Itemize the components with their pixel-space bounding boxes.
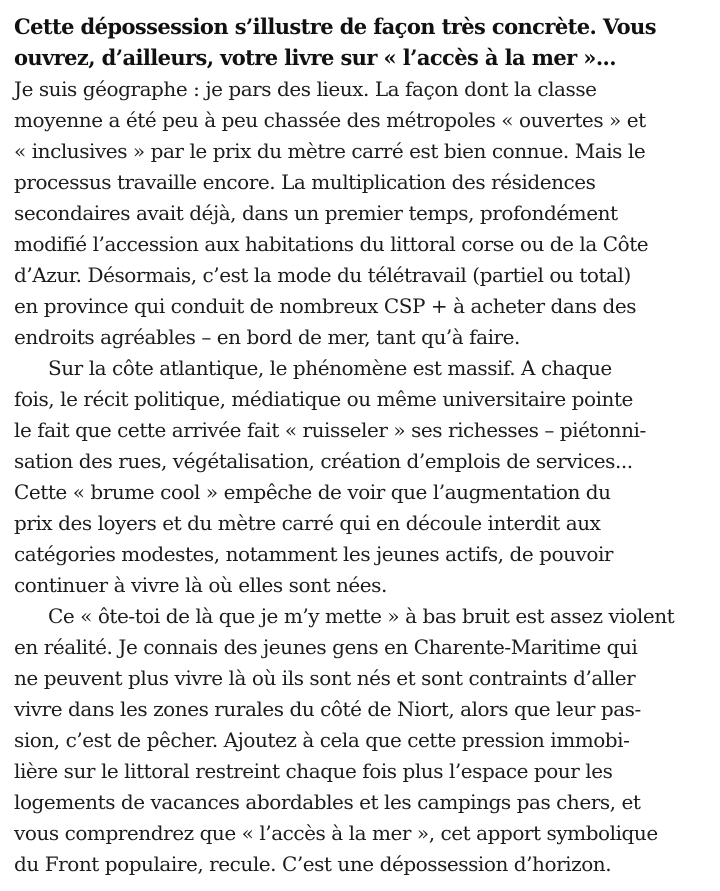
answer-line: sation des rues, végétalisation, création d’emplois de services... [14,449,633,473]
answer-line: continuer à vivre là où elles sont nées. [14,573,387,597]
answer-line: « inclusives » par le prix du mètre carré est bien connue. Mais le [14,139,646,163]
question-line: ouvrez, d’ailleurs, votre livre sur « l’accès à la mer »... [14,45,616,70]
answer-line: Ce « ôte-toi de là que je m’y mette » à bas bruit est assez violent [48,604,675,628]
answer-line: en province qui conduit de nombreux CSP + à acheter dans des [14,294,637,318]
answer-line: Cette « brume cool » empêche de voir que l’augmentation du [14,480,611,504]
answer-line: prix des loyers et du mètre carré qui en découle interdit aux [14,511,601,535]
answer-line: logements de vacances abordables et les campings pas chers, et [14,790,641,814]
answer-line: modifié l’accession aux habitations du littoral corse ou de la Côte [14,232,649,256]
answer-line: Sur la côte atlantique, le phénomène est massif. A chaque [48,356,612,380]
answer-line: vivre dans les zones rurales du côté de Niort, alors que leur pas- [14,697,641,721]
answer-line: en réalité. Je connais des jeunes gens en Charente-Maritime qui [14,635,638,659]
answer-line: du Front populaire, recule. C’est une dépossession d’horizon. [14,852,612,876]
answer-line: vous comprendrez que « l’accès à la mer », cet apport symbolique [14,821,658,845]
answer-line: catégories modestes, notamment les jeunes actifs, de pouvoir [14,542,614,566]
answer-line: lière sur le littoral restreint chaque fois plus l’espace pour les [14,759,613,783]
answer-line: sion, c’est de pêcher. Ajoutez à cela que cette pression immobi- [14,728,630,752]
answer-line: fois, le récit politique, médiatique ou même universitaire pointe [14,387,633,411]
question-line: Cette dépossession s’illustre de façon très concrète. Vous [14,14,656,39]
answer-line: Je suis géographe : je pars des lieux. La façon dont la classe [14,77,597,101]
answer-line: secondaires avait déjà, dans un premier temps, profondément [14,201,618,225]
answer-line: d’Azur. Désormais, c’est la mode du télétravail (partiel ou total) [14,263,631,287]
answer-line: moyenne a été peu à peu chassée des métropoles « ouvertes » et [14,108,646,132]
answer-line: le fait que cette arrivée fait « ruisseler » ses richesses – piétonni- [14,418,646,442]
answer-line: processus travaille encore. La multiplication des résidences [14,170,596,194]
answer-line: endroits agréables – en bord de mer, tant qu’à faire. [14,325,520,349]
answer-line: ne peuvent plus vivre là où ils sont nés et sont contraints d’aller [14,666,636,690]
